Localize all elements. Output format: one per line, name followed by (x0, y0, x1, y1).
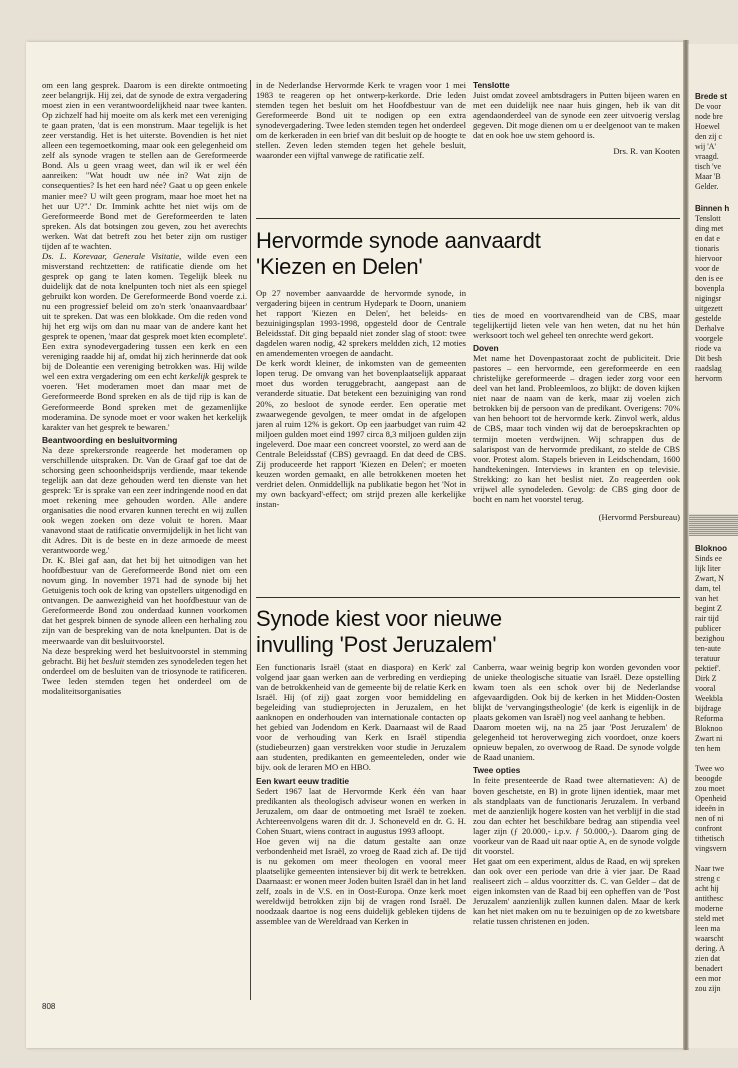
text-line-fragment: steld met (695, 914, 725, 923)
left-column (42, 80, 247, 1002)
text-line-fragment: tithetisch (695, 834, 725, 843)
photo-fragment (689, 514, 738, 536)
text-line-fragment: Dirk Z (695, 674, 717, 683)
text-line-fragment: een mor (695, 974, 721, 983)
next-page-column-middle (695, 204, 738, 384)
text-line-fragment: Brede st (695, 92, 728, 101)
subheading: Twee opties (473, 765, 521, 776)
text-line-fragment: Zwart, N (695, 574, 724, 583)
text-line-fragment: pektief'. (695, 664, 721, 673)
text-line-fragment: Binnen h (695, 204, 730, 213)
headline-line: Hervormde synode aanvaardt (256, 228, 541, 253)
text-line-fragment: Bloknoo (695, 724, 723, 733)
text-line-fragment: Derhalve (695, 324, 725, 333)
text-line-fragment: voorgele (695, 334, 723, 343)
next-page-column-top (695, 92, 738, 192)
paragraph: Op 27 november aanvaardde de hervormde synode, in vergadering bijeen in centrum Hydepark te Doorn, unaniem het rapport 'Kiezen en Delen', het beleids- en bezuinigingsplan 1993-1998, opgesteld door de Centrale Beleidsstaf. Dit ging bepaald niet zonder slag of stoot: twee dagdelen waren nodig, 42 sprekers meldden zich, 12 moties en amendementen vroegen de aandacht. (256, 288, 466, 359)
paragraph: ties de moed en voortvarendheid van de CBS, maar tegelijkertijd lieten vele van hen weten, dat nu het hún werksoort toch wel geheel ten onrechte werd gekort. (473, 310, 680, 341)
text-line-fragment: Weekbla (695, 694, 723, 703)
paragraph: Een functionaris Israël (staat en diaspora) en Kerk' zal volgend jaar gaan werken aan de verbreding en verdieping van de betrokkenheid van de gemeente bij de relatie Kerk en Israël. Hij (of zij) gaat zorgen voor bemiddeling en begeleiding van studieprojecten in Jeruzalem, en het aanknopen en onderhouden van internationale contacten op het gebied van Jodendom en Kerk. Daarnaast wil de Raad voor de verhouding van Kerk en Israël stipendia (studiebeurzen) gaan verstrekken voor studie in Jeruzalem aan studenten, predikanten en gemeenteleden, onder wie bijv. ook de leraren MO en HBO. (256, 662, 466, 773)
text-line-fragment: moderne (695, 904, 723, 913)
text-line-fragment: ten-aute (695, 644, 721, 653)
text-line-fragment: De voor (695, 102, 721, 111)
text-line-fragment: riode va (695, 344, 721, 353)
text-line-fragment: Naar twe (695, 864, 725, 873)
text-line-fragment: hervorm (695, 374, 723, 383)
text-line-fragment: wij 'A' (695, 142, 716, 151)
article2-column-1 (256, 662, 466, 1004)
paragraph: Na deze bespreking werd het besluitvoorstel in stemming gebracht. Bij het besluit stemden zes synodeleden tegen het onderdeel om de besluiten van de triosynode te ratificeren. Twee leden stemden tegen het onderdeel om de modaliteitsorganisaties (42, 645, 247, 696)
paragraph: Juist omdat zoveel ambtsdragers in Putten bijeen waren en met een duidelijk nee naar huis gingen, heb ik van dit agendaonderdeel van de synode een zeer uitvoerig verslag gegeven. Dit moge dienen om u er deelgenoot van te maken dat en ook hoe uw stem gehoord is. (473, 90, 680, 141)
text-line-fragment: beoogde (695, 774, 723, 783)
text-line-fragment: raadslag (695, 364, 722, 373)
text-line-fragment: Maar 'B (695, 172, 721, 181)
text-line-fragment: Openheid (695, 794, 727, 803)
article1-column-2 (473, 310, 680, 594)
text-line-fragment: waarscht (695, 934, 724, 943)
paragraph: Ds. L. Korevaar, Generale Visitatie, wilde even een misverstand rechtzetten: de ratificatie diende om het gesprek op gang te laten komen. Tegelijk bleek nu duidelijk dat de nota knelpunten toch niet als een spiegel gebruikt kon worden. De Gereformeerde Bond voerde z.i. nu een progressief beleid om zo'n sterk 'onaanvaardbaar' uit te spreken. Dat was een blokkade. Om die reden vond hij het erg wijs om dan nu maar van de andere kant het gesprek te openen, 'maar dat gesprek moet kten ecomplete'. Een extra synodevergadering tussen een kerk en een vereniging raadde hij af, omdat hij zich herinnerde dat ook bij de Doleantie een vereniging betrokken was. Hij wilde wel een extra vergadering om een echt kerkelijk gesprek te voeren. 'Het moderamen moet dan maar met de Gereformeerde Bond spreken en als de tijd rijp is kan de Gereformeerde Bond spreken met de gezamenlijke moderamina. De synode moet er voor waken het kerkelijk karakter van het gesprek te bewaren.' (42, 250, 247, 432)
page-number: 808 (42, 1002, 56, 1011)
text-line-fragment: zien dat (695, 954, 721, 963)
top-middle-column (256, 80, 466, 212)
text-line-fragment: gestelde (695, 314, 722, 323)
press-credit: (Hervormd Persbureau) (598, 511, 680, 522)
paragraph: Met name het Dovenpastoraat zocht de publiciteit. Drie pastores – een hervormde, een gereformeerde en een christelijke gereformeerde – dragen ieder zorg voor een deel van het land. Probleemloos, zo blijkt: de doven kijken niet naar de naam van de kerk, maar zij voelen zich betrokken bij de persoon van de predikant. Overigens: 70% van hen behoort tot de hervormde kerk. Zinvol werk, aldus de CBS, maar toch vinden wij dat de beroepskrachten op termijn moeten verdwijnen. Wij schrappen dus de salarispost van de hervormde predikant, zo stelde de CBS voor. Protest alom. Stapels brieven in Leidschendam, 1600 handtekeningen. Interviews in kranten en op televisie. Strekking: zo kan het beslist niet. Zo reageerden ook vrijwel alle synodeleden. Gevolg: de CBS ging door de bocht en nam het voorstel terug. (473, 353, 680, 504)
article1-column-1 (256, 288, 466, 592)
text-line-fragment: en dat e (695, 234, 720, 243)
paragraph: Hoe geven wij na die datum gestalte aan onze verbondenheid met Israël, zo vroeg de Raad zich af. De tijd is nu gekomen om meer theologen en vooral meer plaatselijke gemeenten intensiever bij dit werk te betrekken. Daarnaast: er wonen meer Joden buiten Israël dan in het land zelf, zoals in de V.S. en in Oost-Europa. Onze kerk moet wereldwijd betrokken zijn bij de vragen rond Israël. De noodzaak daartoe is nog eens duidelijk gebleken tijdens de assemblee van de Wereldraad van Kerken in (256, 835, 466, 927)
article-divider (256, 597, 680, 598)
text-line-fragment: van het (695, 594, 719, 603)
text-line-fragment: begint Z (695, 604, 722, 613)
speaker-name: Ds. L. Korevaar, Generale Visitatie, (42, 250, 182, 261)
text-line-fragment: Sinds ee (695, 554, 722, 563)
paragraph: om een lang gesprek. Daarom is een direkte ontmoeting zeer belangrijk. Hij zei, dat de synode de extra vergadering moest zien in een verantwoordelijkheid naar twee kanten. Op zichzelf had hij moeite om als kerk met een vereniging te gaan praten, 'dat is een monstrum. Maar tegelijk is het zeer verstandig. Het is het uiterste. Bovendien is het niet alleen een tegemoetkoming, maar ook een gelegenheid om zelf als synode vragen te stellen aan de Gereformeerde Bond. Als u geen vraag weet, dan wil ik er wel één aanreiken: "Wat houdt uw née in? Wat zijn de consequenties? Is het een hard née? Gaat u op geen enkele manier mee? U wilt geen program, maar hoe moet het na het uur U?".' Dr. Immink achtte het niet wijs om de Gereformeerde Bond met de Gereformeerden te laten spreken. Als dat botsingen zou geven, zou het averechts werken. Wat dat betreft zou het beter zijn om rustiger tijden af te wachten. (42, 80, 247, 251)
headline-line: Synode kiest voor nieuwe (256, 606, 502, 631)
paragraph: Dr. K. Blei gaf aan, dat het bij het uitnodigen van het hoofdbestuur van de Gereformeerde Bond niet om een novum ging. In november 1971 had de synode bij het Getuigenis toch ook de kring van opstellers uitgenodigd en ontvangen. De aanwezigheid van het hoofdbestuur van de Gereformeerde Bond zou onderdaad kunnen voorkomen dat het gesprek binnen de synode alleen een herhaling zou zijn van de bespreking van de nota knelpunten. Dat is de meerwaarde van dit besluitvoorstel. (42, 555, 247, 646)
text-line-fragment: Dit besh (695, 354, 722, 363)
text-line-fragment: dam, tel (695, 584, 721, 593)
column-divider (250, 80, 251, 1000)
headline-line: invulling 'Post Jeruzalem' (256, 632, 497, 657)
text-line-fragment: streng c (695, 874, 721, 883)
text-line-fragment: uitgezett (695, 304, 723, 313)
text-line-fragment: vraagd. (695, 152, 719, 161)
text-line-fragment: ideeën in (695, 804, 725, 813)
text-line-fragment: vingsvern (695, 844, 727, 853)
text-line-fragment: dering. A (695, 944, 725, 953)
text-line-fragment: tionaris (695, 244, 719, 253)
author-signature: Drs. R. van Kooten (613, 146, 680, 157)
article2-column-2 (473, 662, 680, 1004)
text-line-fragment: tisch 've (695, 162, 722, 171)
text-line-fragment: lijk liter (695, 564, 721, 573)
text-line-fragment: ding met (695, 224, 724, 233)
text-line-fragment: zou zijn (695, 984, 721, 993)
text-line-fragment: den zij c (695, 132, 723, 141)
text-line-fragment: benadert (695, 964, 723, 973)
paragraph: Daarom moeten wij, na na 25 jaar 'Post Jeruzalem' de gelegenheid tot heroverweging zich voordoet, onze koers opnieuw bepalen, zo overwoog de Raad. De synode volgde de Raad unaniem. (473, 722, 680, 763)
magazine-page (26, 42, 686, 1048)
text-line-fragment: bezighou (695, 634, 725, 643)
text-line-fragment: Twee wo (695, 764, 724, 773)
paragraph: in de Nederlandse Hervormde Kerk te vragen voor 1 mei 1983 te reageren op het ontwerp-kerkorde. Drie leden stemden tegen het besluit om het Hoofdbestuur van de Gereformeerde Bond uit te nodigen op een extra synodevergadering. Twee leden stemden tegen het onderdeel om de kerkeraden in een brief van dit besluit op de hoogte te stellen. Zeven leden stemden tegen het gehele besluit, waaronder een vijftal vanwege de ratificatie zelf. (256, 80, 466, 161)
paragraph: Sedert 1967 laat de Hervormde Kerk één van haar predikanten als theologisch adviseur wonen en werken in Jeruzalem, om daar de ontmoeting met Israël te zoeken. Achtereenvolgens waren dit dr. J. Schoneveld en dr. G. H. Cohen Stuart, wiens contract in augustus 1993 afloopt. (256, 785, 466, 836)
text-line-fragment: bovenpla (695, 284, 725, 293)
paragraph: Canberra, waar weinig begrip kon worden gevonden voor de unieke theologische situatie van Israël. Deze opstelling kwam toen als een schok over bij de Nederlandse afgevaardigden. Ook bij de kerken in het Midden-Oosten blijkt de 'vervangingstheologie' (de kerk is eigenlijk in de plaats gekomen van Israël) nog veel aanhang te hebben. (473, 662, 680, 723)
subheading: Een kwart eeuw traditie (256, 775, 350, 786)
text-line-fragment: acht hij (695, 884, 719, 893)
subheading: Tenslotte (473, 80, 510, 90)
headline-line: 'Kiezen en Delen' (256, 254, 423, 279)
text-line-fragment: voor de (695, 264, 720, 273)
next-page-edge (688, 44, 738, 1048)
text-line-fragment: hiervoor (695, 254, 723, 263)
article-headline (256, 606, 680, 658)
paragraph: Het gaat om een experiment, aldus de Raad, en wij spreken dan ook over een periode van drie à vier jaar. De Raad realiseert zich – aldus voorzitter ds. C. van Gelder – dat de eigen inkomsten van de Raad bij een opheffen van de 'Post Jeruzalem' aanzienlijk zullen kunnen dalen. Maar de kerk kan het niet maken om nu te bezuinigen op de zo kwetsbare relatie tussen christenen en joden. (473, 855, 680, 927)
text-line-fragment (695, 754, 738, 764)
article-headline (256, 228, 680, 280)
paragraph: Na deze sprekersronde reageerde het moderamen op verschillende uitspraken. Dr. Van de Graaf gaf toe dat de schorsing geen schoonheidsprijs verdiende, maar tekende tegelijk aan dat deze gehouden werd ten dienste van het gesprek: 'Er is sprake van een zeer indringende nood en dat moet rekening mee gehouden worden. Alle andere organisaties die nood ervaren kunnen terecht en wij zullen ook wegen zoeken om deze voluit te horen. Maar vanavond staat de ratificatie onvermijdelijk in het licht van dit Adres. Dit is de beste en in deze armoede de meest verantwoorde weg.' (42, 444, 247, 556)
text-line-fragment: Bloknoo (695, 544, 727, 553)
paragraph: De kerk wordt kleiner, de inkomsten van de gemeenten lopen terug. De omvang van het bovenplaatselijk apparaat moet dus worden teruggebracht, aangepast aan de veranderde situatie. Dat betekent een bezuiniging van rond 20%, zo besloot de synode eerder. Een operatie met zwaarwegende gevolgen, te meer omdat in de afgelopen jaren al ruim 12% is gekort. Op een jaarbudget van ruim 42 miljoen gulden moet eind 1997 circa 8,3 miljoen gulden zijn ingeleverd. Doe maar een concreet voorstel, zo werd aan de Centrale Beleidsstaf (CBS) gevraagd. En dat deed de CBS. Zij produceerde het rapport 'Kiezen en Delen'; er moeten keuzen worden gemaakt, en alle betrokkenen moeten het verdriet delen. Onmiddellijk na publikatie begon het 'Not in my own backyard'-effect; om strijd prezen alle kerkelijke instan- (256, 358, 466, 509)
text-line-fragment: Gelder. (695, 182, 719, 191)
text-line-fragment: vooral (695, 684, 716, 693)
paragraph: In feite presenteerde de Raad twee alternatieven: A) de boven geschetste, en B) in grote lijnen identiek, maar met als standplaats van de functionaris Jeruzalem. In verband met de aanzienlijk hogere kosten van het verblijf in die stad zou dan echter het beschikbare bedrag aan stipendia veel lager zijn (ƒ 20.000,- i.p.v. ƒ 50.000,-). Daarom ging de voorkeur van de Raad uit naar optie A, en de synode volgde dit voorstel. (473, 775, 680, 856)
subheading: Doven (473, 343, 499, 354)
text-line-fragment: Tenslott (695, 214, 721, 223)
text-line-fragment: bijdrage (695, 704, 722, 713)
text-line-fragment: Hoewel (695, 122, 720, 131)
text-line-fragment: antithesc (695, 894, 724, 903)
subheading: Beantwoording en besluitvorming (42, 434, 178, 445)
text-line-fragment: Reforma (695, 714, 723, 723)
text-line-fragment: node bre (695, 112, 723, 121)
text-line-fragment: nigingsr (695, 294, 722, 303)
text-line-fragment: rair tijd (695, 614, 719, 623)
text-line-fragment: den is ee (695, 274, 723, 283)
article-divider (256, 218, 680, 219)
text-line-fragment: ten hem (695, 744, 721, 753)
text-line-fragment: confront (695, 824, 723, 833)
text-line-fragment: teratuur (695, 654, 720, 663)
text-line-fragment: zou moet (695, 784, 725, 793)
text-line-fragment: leen ma (695, 924, 721, 933)
text-line-fragment: publicer (695, 624, 722, 633)
top-right-column (473, 80, 680, 212)
next-page-column-lower (695, 544, 738, 994)
text-line-fragment: Zwart ni (695, 734, 723, 743)
text-line-fragment (695, 854, 738, 864)
text-line-fragment: nen of ni (695, 814, 724, 823)
